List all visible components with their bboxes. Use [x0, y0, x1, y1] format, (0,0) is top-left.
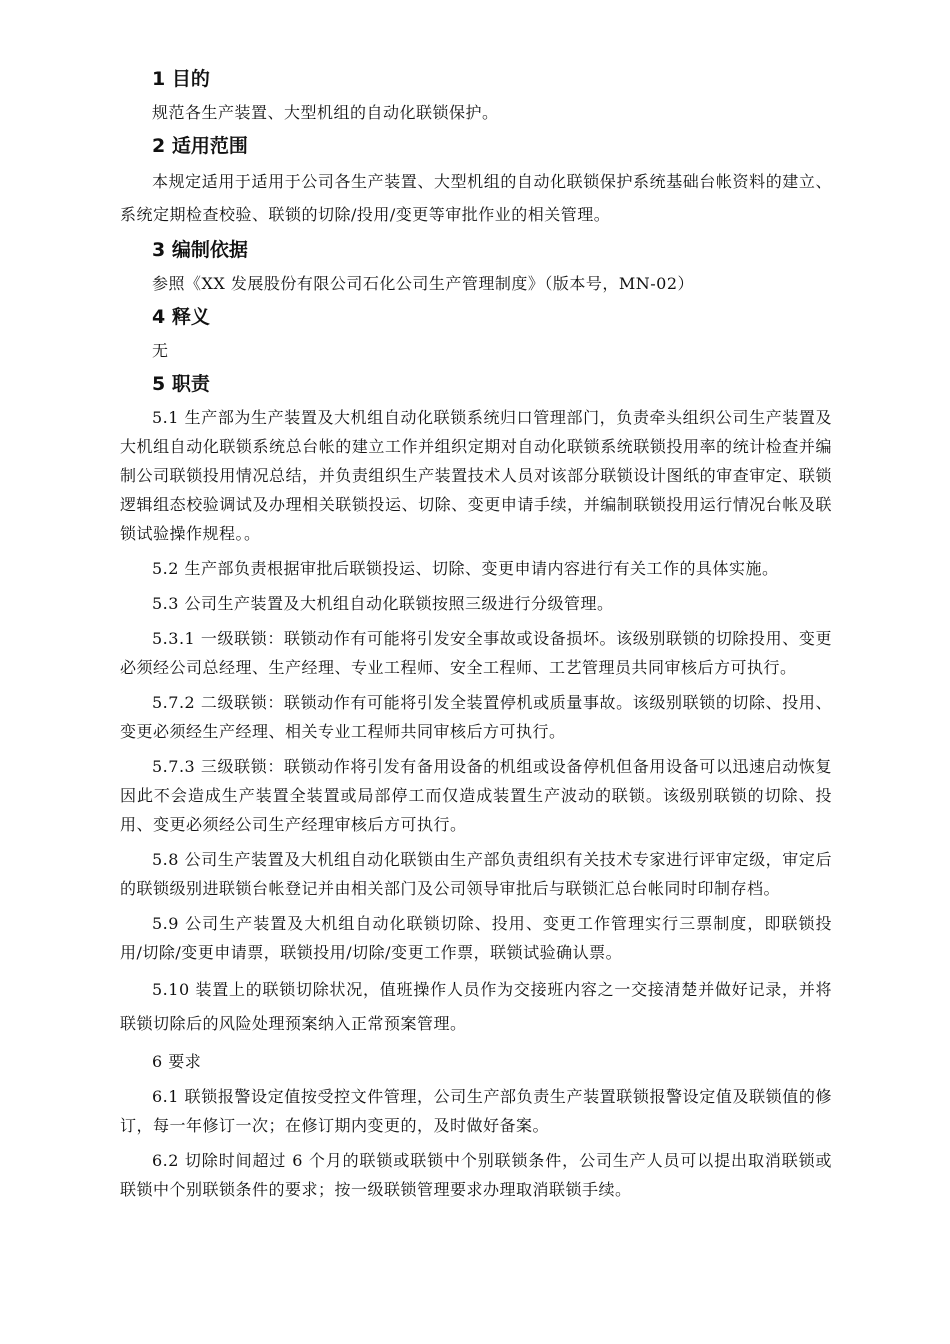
section-2-heading: 2 适用范围 — [152, 135, 248, 157]
section-2-text: 本规定适用于适用于公司各生产装置、大型机组的自动化联锁保护系统基础台帐资料的建立、系统定期检查校验、联锁的切除/投用/变更等审批作业的相关管理。 — [120, 172, 832, 224]
section-1-text: 规范各生产装置、大型机组的自动化联锁保护。 — [152, 103, 499, 122]
section-5-1-text: 5.1 生产部为生产装置及大机组自动化联锁系统归口管理部门，负责牵头组织公司生产装置及大机组自动化联锁系统总台帐的建立工作并组织定期对自动化联锁系统联锁投用率的统计检查并编制公司联锁投用情况总结，并负责组织生产装置技术人员对该部分联锁设计图纸的审查审定、联锁逻辑组态校验调试及办理相关联锁投运、切除、变更申请手续，并编制联锁投用运行情况台帐及联锁试验操作规程。。 — [120, 408, 832, 543]
section-6-1-text: 6.1 联锁报警设定值按受控文件管理，公司生产部负责生产装置联锁报警设定值及联锁值的修订，每一年修订一次；在修订期内变更的，及时做好备案。 — [120, 1087, 832, 1135]
section-5-3-text: 5.3 公司生产装置及大机组自动化联锁按照三级进行分级管理。 — [152, 594, 614, 613]
section-5-7-2-text: 5.7.2 二级联锁：联锁动作有可能将引发全装置停机或质量事故。该级别联锁的切除、投用、变更必须经生产经理、相关专业工程师共同审核后方可执行。 — [120, 693, 832, 741]
section-5-8-text: 5.8 公司生产装置及大机组自动化联锁由生产部负责组织有关技术专家进行评审定级，审定后的联锁级别进联锁台帐登记并由相关部门及公司领导审批后与联锁汇总台帐同时印制存档。 — [120, 850, 832, 898]
section-6-2-text: 6.2 切除时间超过 6 个月的联锁或联锁中个别联锁条件，公司生产人员可以提出取消联锁或联锁中个别联锁条件的要求；按一级联锁管理要求办理取消联锁手续。 — [120, 1151, 832, 1199]
section-3-heading: 3 编制依据 — [152, 239, 248, 261]
section-5-10-text: 5.10 装置上的联锁切除状况，值班操作人员作为交接班内容之一交接清楚并做好记录，并将联锁切除后的风险处理预案纳入正常预案管理。 — [120, 980, 832, 1033]
section-1-heading: 1 目的 — [152, 68, 210, 90]
section-5-3-1-text: 5.3.1 一级联锁：联锁动作有可能将引发安全事故或设备损坏。该级别联锁的切除投用、变更必须经公司总经理、生产经理、专业工程师、安全工程师、工艺管理员共同审核后方可执行。 — [120, 629, 832, 677]
section-5-9-text: 5.9 公司生产装置及大机组自动化联锁切除、投用、变更工作管理实行三票制度，即联锁投用/切除/变更申请票，联锁投用/切除/变更工作票，联锁试验确认票。 — [120, 914, 832, 962]
section-3-text: 参照《XX 发展股份有限公司石化公司生产管理制度》（版本号，MN-02） — [152, 274, 695, 293]
section-4-text: 无 — [152, 341, 169, 360]
section-5-7-3-text: 5.7.3 三级联锁：联锁动作将引发有备用设备的机组或设备停机但备用设备可以迅速启动恢复因此不会造成生产装置全装置或局部停工而仅造成装置生产波动的联锁。该级别联锁的切除、投用、变更必须经公司生产经理审核后方可执行。 — [120, 757, 832, 834]
section-5-heading: 5 职责 — [152, 373, 210, 395]
section-5-2-text: 5.2 生产部负责根据审批后联锁投运、切除、变更申请内容进行有关工作的具体实施。 — [152, 559, 779, 578]
document-page — [120, 66, 832, 1204]
section-4-heading: 4 释义 — [152, 306, 210, 328]
section-6-heading: 6 要求 — [152, 1052, 202, 1071]
